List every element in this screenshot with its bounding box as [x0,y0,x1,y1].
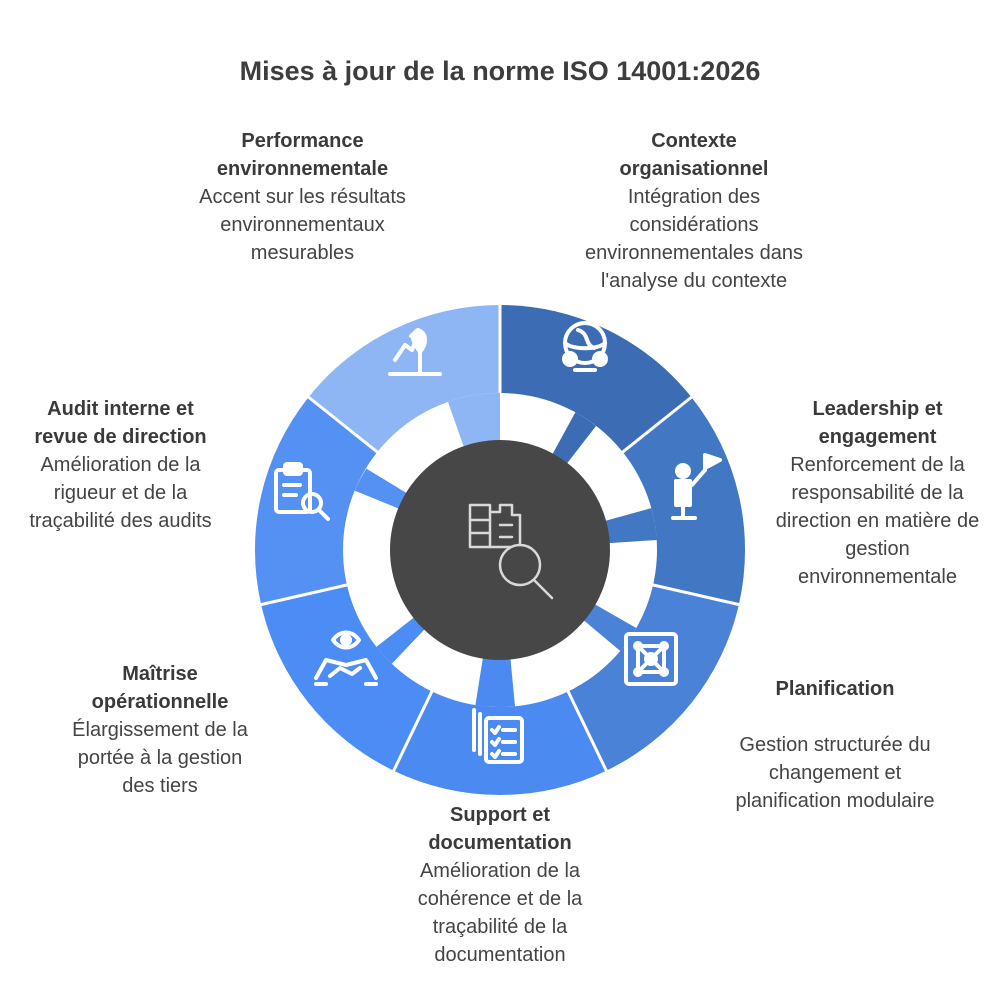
label-maitrise [60,660,260,800]
heading-planification: Planification [775,678,895,700]
heading-performance: Performance environnementale [216,130,389,180]
desc-planification: Gestion structurée du changement et planification modulaire [735,734,935,812]
desc-audit: Amélioration de la rigueur et de la traçabilité des audits [29,454,212,532]
heading-audit: Audit interne et revue de direction [34,398,207,448]
label-audit [18,395,223,535]
heading-maitrise: Maîtrise opérationnelle [91,663,229,713]
desc-performance: Accent sur les résultats environnementaux mesurables [199,186,406,264]
heading-contexte: Contexte organisationnel [619,130,769,180]
desc-maitrise: Élargissement de la portée à la gestion des tiers [72,719,248,797]
label-planification [735,675,935,815]
desc-support: Amélioration de la cohérence et de la traçabilité de la documentation [417,860,583,966]
label-leadership [775,395,980,591]
label-support [395,801,605,969]
heading-support: Support et documentation [428,804,572,854]
diagram-title: Mises à jour de la norme ISO 14001:2026 [239,56,761,86]
desc-leadership: Renforcement de la responsabilité de la direction en matière de gestion environnementale [775,454,980,588]
label-contexte [585,127,803,295]
desc-contexte: Intégration des considérations environnementales dans l'analyse du contexte [585,186,803,292]
center-hub [390,440,610,660]
label-performance [180,127,425,267]
heading-leadership: Leadership et engagement [812,398,943,448]
